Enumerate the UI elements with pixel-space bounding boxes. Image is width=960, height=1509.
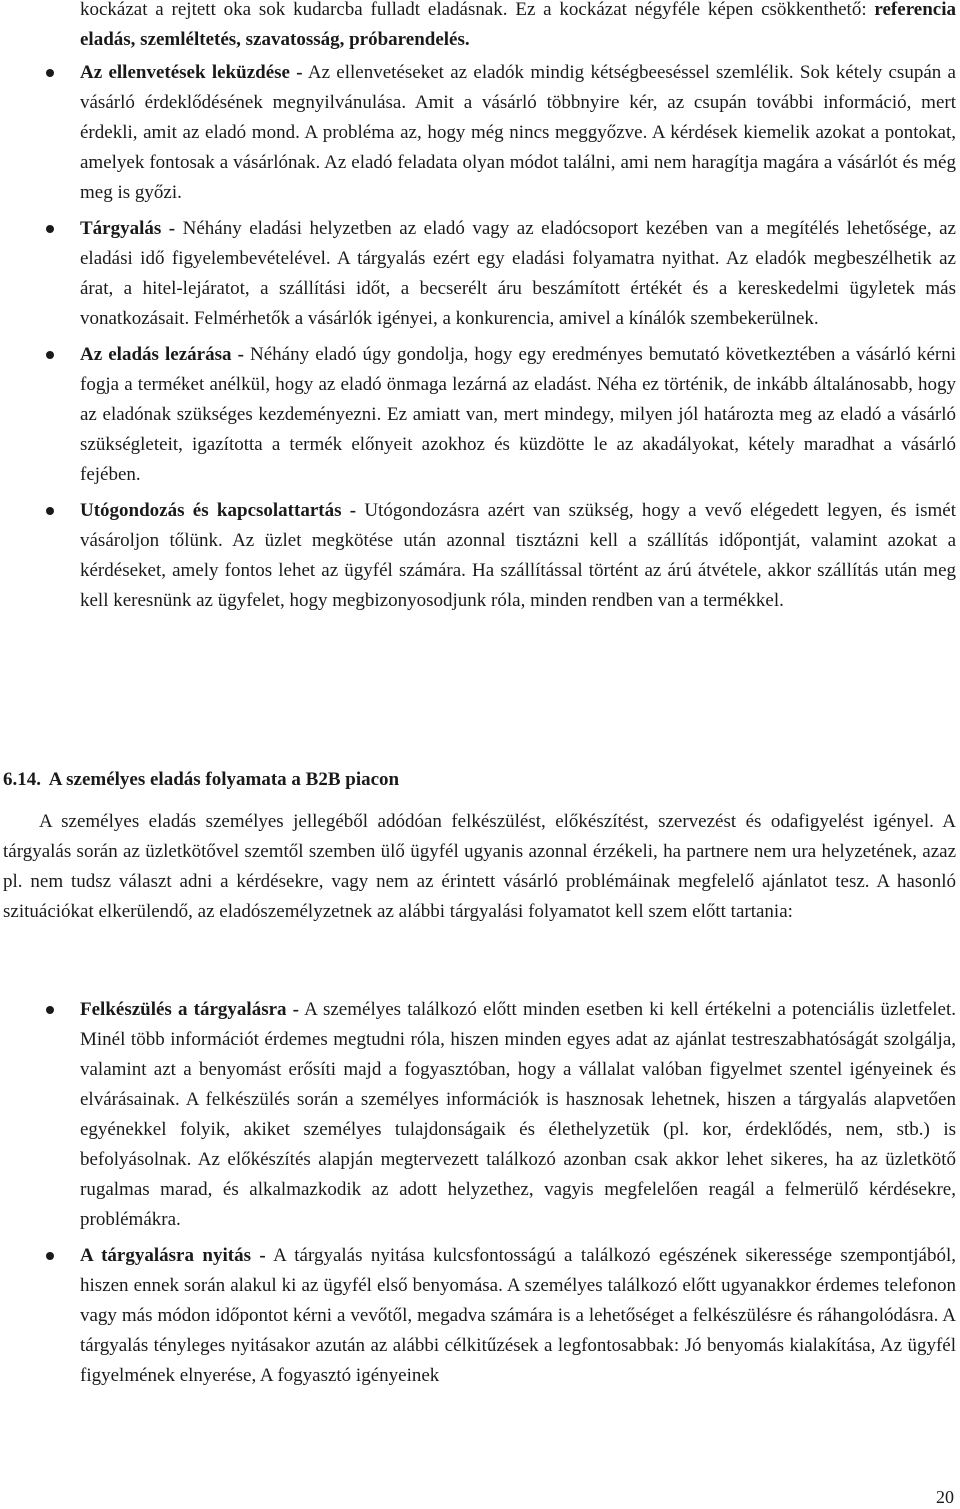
section-paragraph [3,807,956,927]
bullet-title: Felkészülés a tárgyalásra - [80,999,300,1020]
bullet-item-objections [80,58,956,208]
bullet-text: A tárgyalás nyitása kulcsfontosságú a találkozó egészének sikeressége szempontjából, hiszen ennek során alakul ki az ügyfél első benyomása. A személyes találkozó előtt ugyanakkor érdemes telefonon vagy más módon időpontot kérni a vevőtől, megadva számára is a lehetőséget a felkészülésre és ráhangolódásra. A tárgyalás tényleges nyitásakor azután az alábbi célkitűzések a legfontosabbak: Jó benyomás kialakítása, Az ügyfél figyelmének elnyerése, A fogyasztó igényeinek [80,1245,956,1386]
intro-text: kockázat a rejtett oka sok kudarcba fulladt eladásnak. Ez a kockázat négyféle képen csökkenthető: [80,0,875,20]
section-heading [3,765,903,795]
intro-paragraph [80,0,956,55]
bullet-icon [46,1006,54,1014]
bullet-icon [46,507,54,515]
bullet-text: Néhány eladó úgy gondolja, hogy egy eredményes bemutató következtében a vásárló kérni fogja a terméket anélkül, hogy az eladó önmaga lezárná az eladást. Néha ez történik, de inkább általánosabb, hogy az eladónak szükséges kezdeményezni. Ez amiatt van, mert mindegy, milyen jól határozta meg az eladó a vásárló szükségleteit, igazította a termék előnyeit azokhoz és küzdötte le az akadályokat, kétely maradhat a vásárló fejében. [80,344,956,485]
bullet-icon [46,351,54,359]
bullet-text: Utógondozásra azért van szükség, hogy a vevő elégedett legyen, és ismét vásároljon tőlünk. Az üzlet megkötése után azonnal tisztázni kell a szállítás időpontját, valamint azokat a kérdéseket, amely fontos lehet az ügyfél számára. Ha szállítással történt az árú átvétele, akkor szállítás után meg kell keresnünk az ügyfelet, hogy megbizonyosodjunk róla, minden rendben van a termékkel. [80,500,956,611]
bullet-text: Az ellenvetéseket az eladók mindig kétségbeeséssel szemlélik. Sok kétely csupán a vásárló érdeklődésének megnyilvánulása. Amit a vásárló többnyire kér, az csupán további információ, mert érdekli, amit az eladó mond. A probléma az, hogy még nincs meggyőzve. A kérdések kiemelik azokat a pontokat, amelyek fontosak a vásárlónak. Az eladó feladata olyan módot találni, ami nem haragítja magára a vásárlót és még meg is győzi. [80,62,956,203]
section-number: 6.14. [3,769,41,790]
bullet-title: A tárgyalásra nyitás - [80,1245,266,1266]
bullet-title: Utógondozás és kapcsolattartás - [80,500,357,521]
page-number: 20 [936,1487,954,1507]
bullet-list-sales-steps [80,58,956,616]
bullet-title: Az ellenvetések leküzdése - [80,62,303,83]
bullet-item-closing [80,340,956,490]
intro-bold-text: referencia eladás, szemléltetés, szavatosság, próbarendelés. [80,0,956,50]
bullet-item-followup [80,496,956,616]
bullet-icon [46,225,54,233]
section-title: A személyes eladás folyamata a B2B piacon [48,769,400,790]
bullet-item-opening [80,1241,956,1391]
bullet-title: Az eladás lezárása - [80,344,244,365]
bullet-item-negotiation [80,214,956,334]
bullet-icon [46,1252,54,1260]
bullet-icon [46,69,54,77]
bullet-text: Néhány eladási helyzetben az eladó vagy az eladócsoport kezében van a megítélés lehetősége, az eladási idő figyelembevételével. A tárgyalás ezért egy eladási folyamatra nyithat. Az eladók megbeszélhetik az árat, a hitel-lejáratot, a szállítási időt, a becserélt áru beszámított értékét és a kereskedelmi ügyletek más vonatkozásait. Felmérhetők a vásárlók igényei, a konkurencia, amivel a kínálók szembekerülnek. [80,218,956,329]
bullet-item-preparation [80,995,956,1235]
section-paragraph-text: A személyes eladás személyes jellegéből adódóan felkészülést, előkészítést, szervezést és odafigyelést igényel. A tárgyalás során az üzletkötővel szemtől szemben ülő ügyfél ugyanis azonnal érzékeli, ha partnere nem ura helyzetének, azaz pl. nem tudsz választ adni a kérdésekre, vagy nem az érintett vásárló problémáinak megfelelő ajánlatot tesz. A hasonló szituációkat elkerülendő, az eladószemélyzetnek az alábbi tárgyalási folyamatot kell szem előtt tartania: [3,811,956,922]
bullet-title: Tárgyalás - [80,218,176,239]
bullet-list-negotiation-process [80,995,956,1391]
bullet-text: A személyes találkozó előtt minden esetben ki kell értékelni a potenciális üzletfelet. Minél több információt érdemes megtudni róla, hiszen minden egyes adat az ajánlat testreszabhatóságát szolgálja, valamint azt a benyomást erősíti majd a fogyasztóban, hogy a vállalat valóban figyelmet szentel igényeinek és elvárásainak. A felkészülés során a személyes információk is hasznosak lehetnek, hiszen a tárgyalás alapvetően egyénekkel folyik, akiket személyes tulajdonságaik és élethelyzetük (pl. kor, érdeklődés, nem, stb.) is befolyásolnak. Az előkészítés alapján megtervezett találkozó azonban csak akkor lehet sikeres, ha az üzletkötő rugalmas marad, és alkalmazkodik az adott helyzethez, vagyis megfelelően reagál a felmerülő kérdésekre, problémákra. [80,999,956,1230]
